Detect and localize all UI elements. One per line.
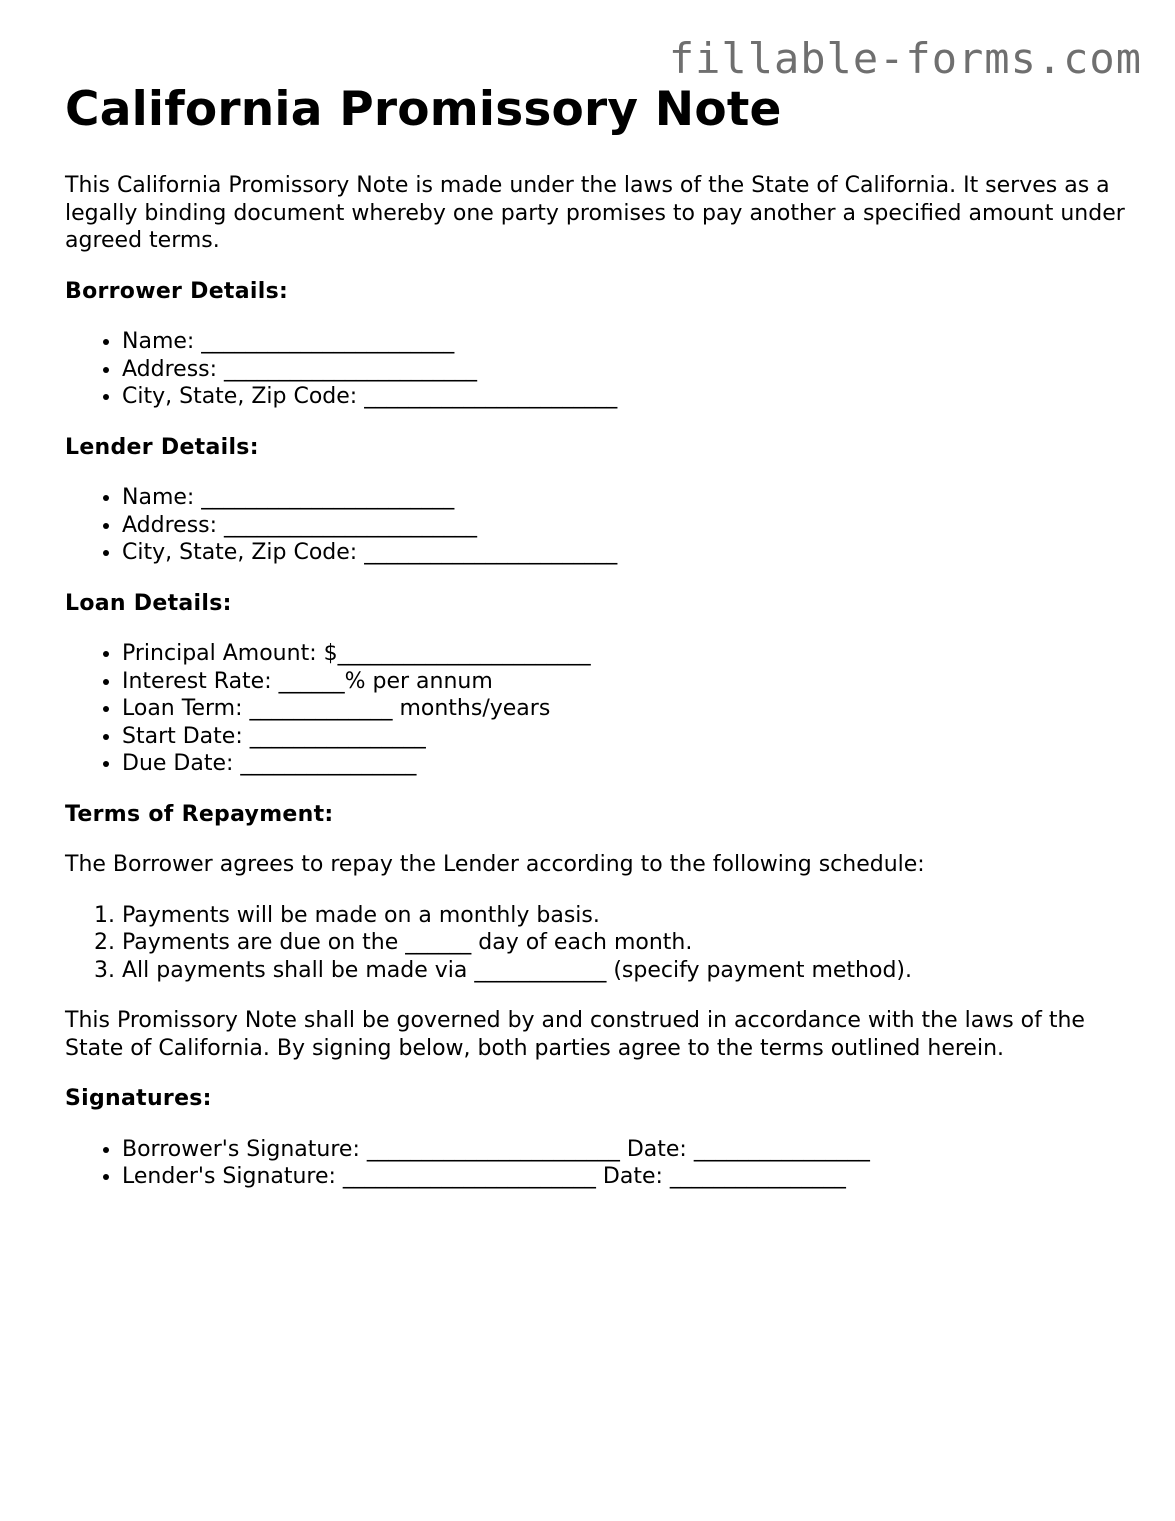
borrower-list xyxy=(65,328,1125,411)
document-body xyxy=(65,84,1125,1191)
borrower-name-field: • Name: _______________________ xyxy=(122,328,1125,356)
borrower-city-field: • City, State, Zip Code: _______________________ xyxy=(122,383,1125,411)
watermark: fillable-forms.com xyxy=(668,34,1142,83)
repayment-list xyxy=(65,902,1125,985)
repayment-item-monthly: 1. Payments will be made on a monthly basis. xyxy=(122,902,1125,930)
governing-law-paragraph: This Promissory Note shall be governed by and construed in accordance with the laws of the State of California. By signing below, both parties agree to the terms outlined herein. xyxy=(65,1008,1085,1061)
loan-heading: Loan Details: xyxy=(65,590,232,616)
lender-heading: Lender Details: xyxy=(65,434,259,460)
due-date-field: • Due Date: ________________ xyxy=(122,750,1125,778)
repayment-item-due-day: 2. Payments are due on the ______ day of each month. xyxy=(122,929,1125,957)
borrower-address-field: • Address: _______________________ xyxy=(122,356,1125,384)
lender-signature-line: • Lender's Signature: _______________________ Date: ________________ xyxy=(122,1163,1125,1191)
page-title: California Promissory Note xyxy=(65,82,782,137)
lender-name-field: • Name: _______________________ xyxy=(122,484,1125,512)
loan-term-field: • Loan Term: _____________ months/years xyxy=(122,695,1125,723)
repayment-lead: The Borrower agrees to repay the Lender according to the following schedule: xyxy=(65,852,925,877)
signatures-heading: Signatures: xyxy=(65,1086,212,1111)
loan-list xyxy=(65,640,1125,778)
start-date-field: • Start Date: ________________ xyxy=(122,723,1125,751)
signatures-list xyxy=(65,1136,1125,1191)
repayment-heading: Terms of Repayment: xyxy=(65,801,334,827)
principal-amount-field: • Principal Amount: $_______________________ xyxy=(122,640,1125,668)
borrower-heading: Borrower Details: xyxy=(65,278,289,304)
interest-rate-field: • Interest Rate: ______% per annum xyxy=(122,668,1125,696)
lender-city-field: • City, State, Zip Code: _______________________ xyxy=(122,539,1125,567)
borrower-signature-line: • Borrower's Signature: _______________________ Date: ________________ xyxy=(122,1136,1125,1164)
lender-address-field: • Address: _______________________ xyxy=(122,512,1125,540)
repayment-item-method: 3. All payments shall be made via ____________ (specify payment method). xyxy=(122,957,1125,985)
lender-list xyxy=(65,484,1125,567)
intro-paragraph: This California Promissory Note is made under the laws of the State of California. It serves as a legally binding document whereby one party promises to pay another a specified amount under agreed terms. xyxy=(65,173,1125,253)
